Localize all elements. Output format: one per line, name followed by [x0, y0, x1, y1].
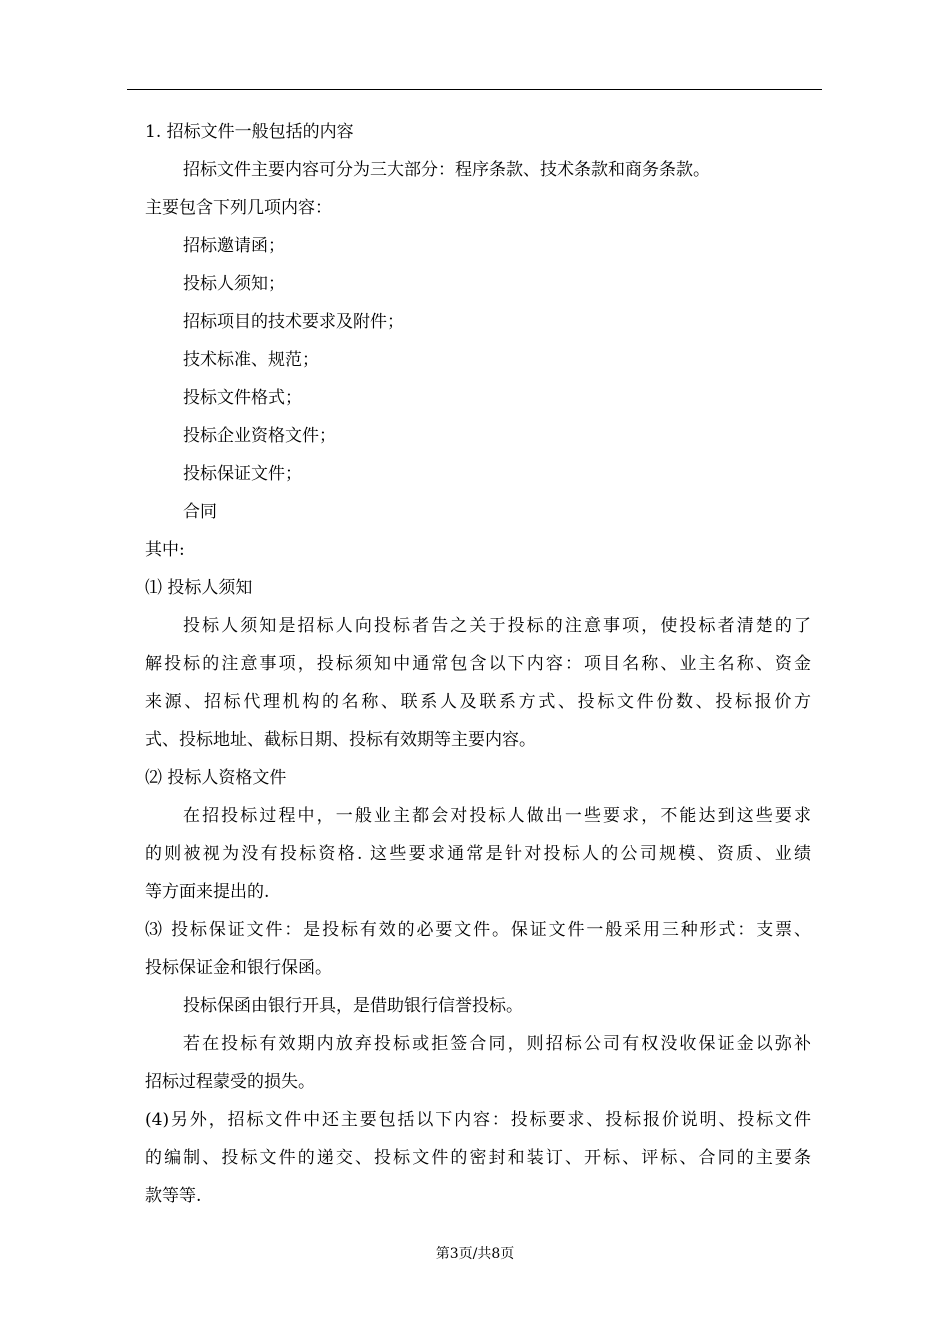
list-item: 技术标准、规范；: [183, 350, 319, 370]
paragraph-line: 来源、招标代理机构的名称、联系人及联系方式、投标文件份数、投标报价方: [145, 692, 811, 712]
document-body: [145, 113, 811, 1215]
paragraph-line: ⑶ 投标保证文件：是投标有效的必要文件。保证文件一般采用三种形式：支票、: [145, 920, 811, 940]
list-item: 投标人须知；: [183, 274, 285, 294]
paragraph-line: 的编制、投标文件的递交、投标文件的密封和装订、开标、评标、合同的主要条: [145, 1148, 811, 1168]
paragraph-line: 款等等.: [145, 1186, 202, 1206]
list-item: 投标保证文件；: [183, 464, 302, 484]
among-label: 其中:: [145, 540, 185, 560]
paragraph-line: 式、投标地址、截标日期、投标有效期等主要内容。: [145, 730, 536, 750]
list-item: 招标邀请函；: [183, 236, 285, 256]
section-title: 1. 招标文件一般包括的内容: [145, 122, 354, 142]
subsection-heading: ⑵ 投标人资格文件: [145, 768, 287, 788]
paragraph-line: 在招投标过程中，一般业主都会对投标人做出一些要求，不能达到这些要求: [183, 806, 811, 826]
paragraph-line: 解投标的注意事项，投标须知中通常包含以下内容：项目名称、业主名称、资金: [145, 654, 811, 674]
paragraph-line: 的则被视为没有投标资格. 这些要求通常是针对投标人的公司规模、资质、业绩: [145, 844, 811, 864]
page-number: 第3页/共8页: [435, 1246, 515, 1262]
subsection-heading: ⑴ 投标人须知: [145, 578, 253, 598]
list-item: 投标企业资格文件；: [183, 426, 336, 446]
intro-paragraph-line: 主要包含下列几项内容：: [145, 198, 332, 218]
paragraph-line: 投标保证金和银行保函。: [145, 958, 332, 978]
intro-paragraph-line: 招标文件主要内容可分为三大部分：程序条款、技术条款和商务条款。: [183, 160, 710, 180]
paragraph-line: 等方面来提出的.: [145, 882, 270, 902]
paragraph-line: 投标保函由银行开具，是借助银行信誉投标。: [183, 996, 523, 1016]
paragraph-line: 若在投标有效期内放弃投标或拒签合同，则招标公司有权没收保证金以弥补: [183, 1034, 811, 1054]
paragraph-line: 招标过程蒙受的损失。: [145, 1072, 315, 1092]
paragraph-line: 投标人须知是招标人向投标者告之关于投标的注意事项，使投标者清楚的了: [183, 616, 811, 636]
paragraph-line: (4)另外，招标文件中还主要包括以下内容：投标要求、投标报价说明、投标文件: [145, 1110, 811, 1130]
list-item: 合同: [183, 502, 217, 522]
header-rule: [127, 89, 822, 90]
list-item: 招标项目的技术要求及附件；: [183, 312, 404, 332]
list-item: 投标文件格式；: [183, 388, 302, 408]
